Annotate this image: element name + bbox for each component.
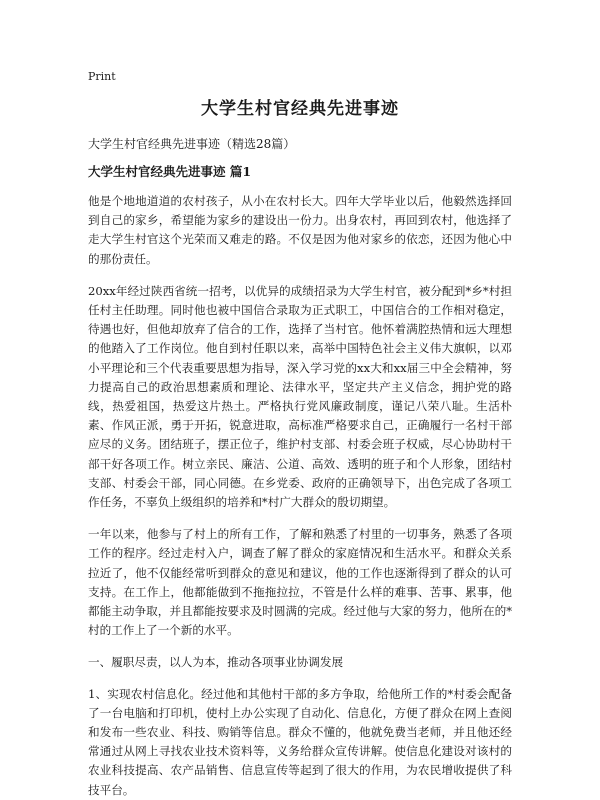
paragraph-career: 20xx年经过陕西省统一招考，以优异的成绩招录为大学生村官，被分配到*乡*村担任村主任助理。同时他也被中国信合录取为正式职工，中国信合的工作相对稳定，待遇也好，但他却放弃了信合的工作，选择了当村官。他怀着满腔热情和远大理想的他踏入了工作岗位。他自到村任职以来，高举中国特色社会主义伟大旗帜，以邓小平理论和三个代表重要思想为指导，深入学习党的xx大和xx届三中全会精神，努力提高自己的政治思想素质和理论、法律水平，坚定共产主义信念，拥护党的路线，热爱祖国，热爱这片热土。严格执行党风廉政制度，谨记八荣八耻。生活朴素、作风正派，勇于开拓，锐意进取，高标准严格要求自己，正确履行一名村干部应尽的义务。团结班子，摆正位子，维护村支部、村委会班子权威，尽心协助村干部干好各项工作。树立亲民、廉洁、公道、高效、透明的班子和个人形象，团结村支部、村委会干部，同心同德。在乡党委、政府的正确领导下，出色完成了各项工作任务，不辜负上级组织的培养和*村广大群众的殷切期望。 <box>88 283 512 510</box>
paragraph-intro: 他是个地地道道的农村孩子，从小在农村长大。四年大学毕业以后，他毅然选择回到自己的家乡，希望能为家乡的建设出一份力。出身农村，再回到农村，他选择了走大学生村官这个光荣而又难走的路。不仅是因为他对家乡的依恋，还因为他心中的那份责任。 <box>88 194 512 266</box>
section-heading: 大学生村官经典先进事迹 篇1 <box>88 164 252 179</box>
paragraph-informatization: 1、实现农村信息化。经过他和其他村干部的多方争取，给他所工作的*村委会配备了一台电脑和打印机，使村上办公实现了自动化、信息化，方便了群众在网上查阅和发布一些农业、科技、购销等信息。群众不懂的，他就免费当老师，并且他还经常通过从网上寻找农业技术资料等，义务给群众宣传讲解。使信息化建设对该村的农业科技提高、农产品销售、信息宣传等起到了很大的作用，为农民增收提供了科技平台。 <box>88 686 512 797</box>
page-title: 大学生村官经典先进事迹 <box>201 99 399 119</box>
print-link[interactable]: Print <box>88 70 116 83</box>
paragraph-work: 一年以来，他参与了村上的所有工作，了解和熟悉了村里的一切事务，熟悉了各项工作的程序。经过走村入户，调查了解了群众的家庭情况和生活水平。和群众关系拉近了，他不仅能经常听到群众的意见和建议，他的工作也逐渐得到了群众的认可支持。在工作上，他都能做到不拖拖拉拉，不管是什么样的难事、苦事、累事，他都能主动争取，并且都能按要求及时圆满的完成。经过他与大家的努力，他所在的*村的工作上了一个新的水平。 <box>88 527 512 638</box>
document-subtitle: 大学生村官经典先进事迹（精选28篇） <box>88 137 296 151</box>
subsection-heading: 一、履职尽责，以人为本，推动各项事业协调发展 <box>88 655 344 670</box>
